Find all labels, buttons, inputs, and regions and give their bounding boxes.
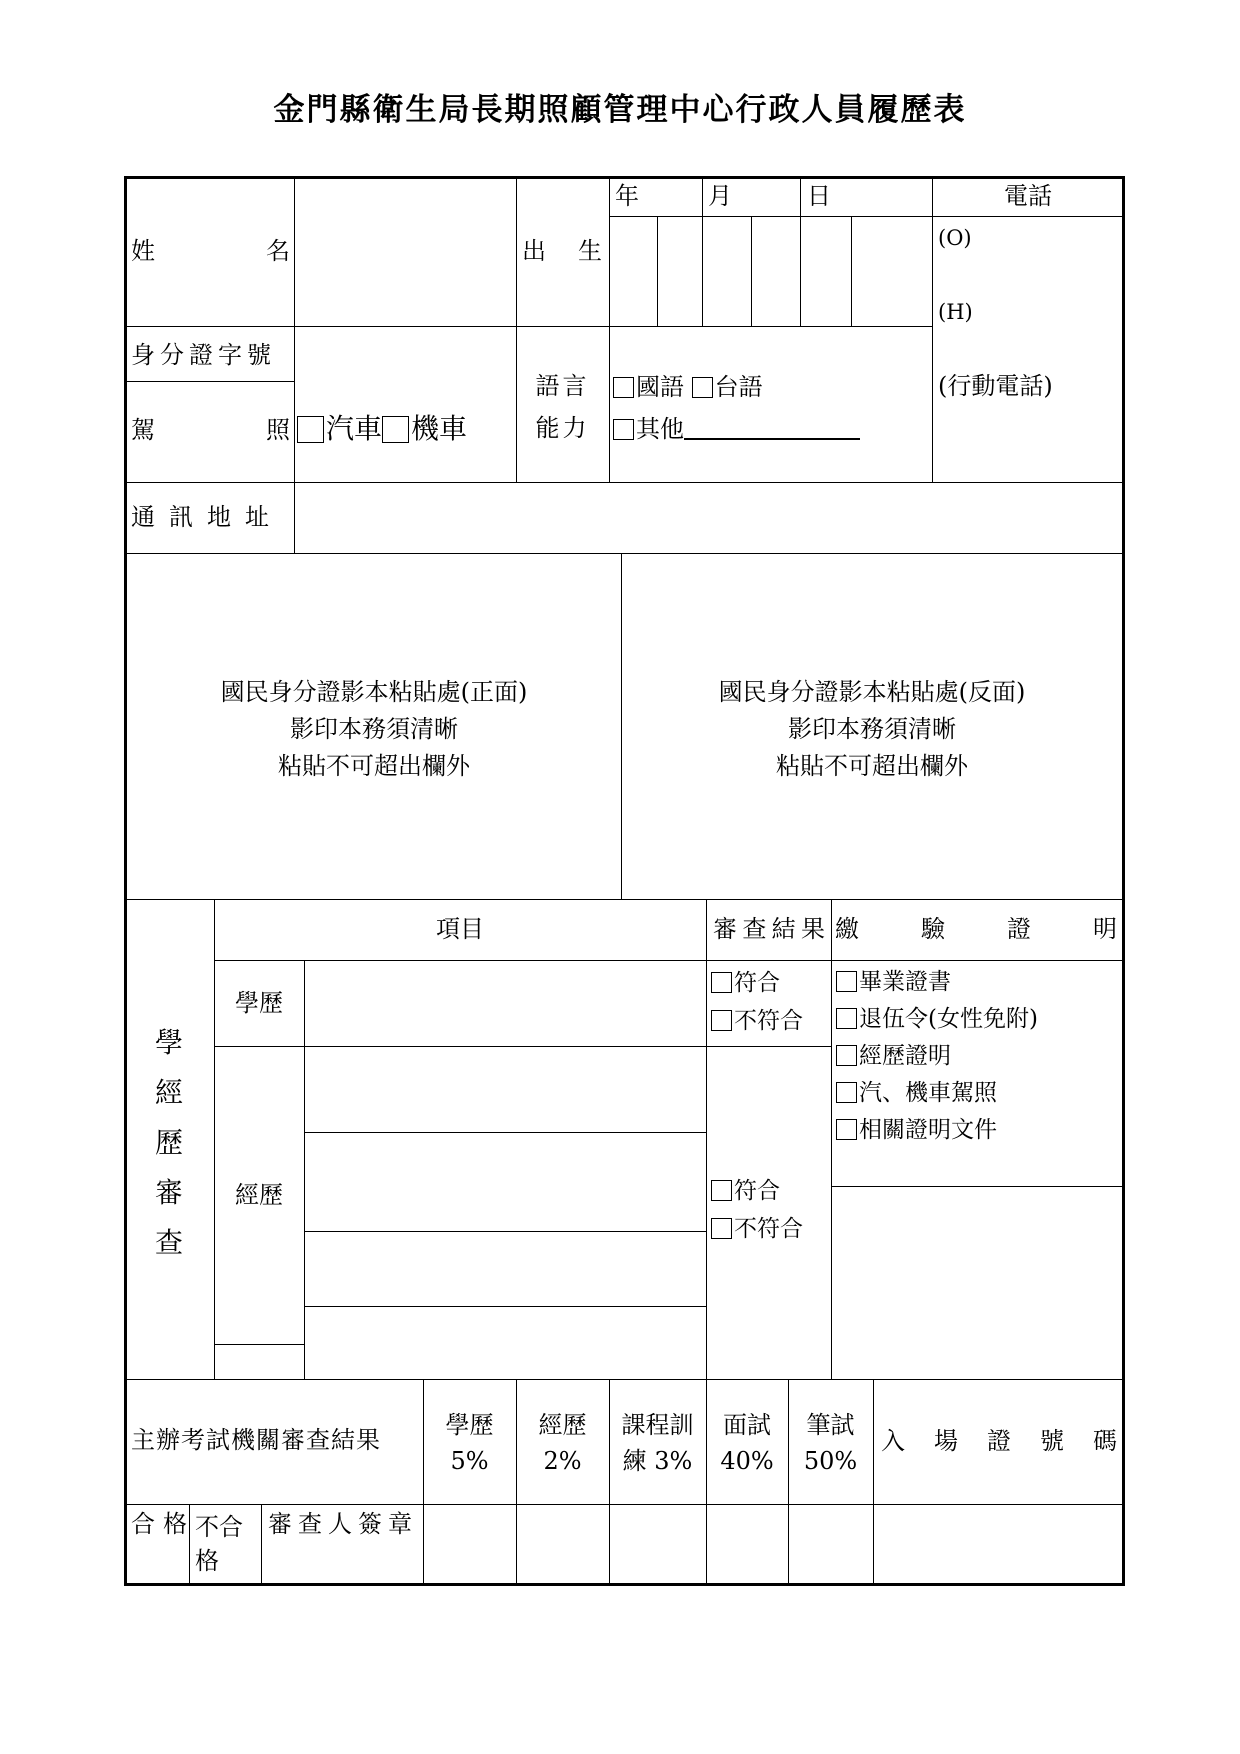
- review-item-header: 項目: [436, 915, 484, 943]
- exam-pass-label: 合格: [131, 1510, 195, 1538]
- license-moto-checkbox[interactable]: [382, 416, 409, 443]
- license-car-label: 汽車: [326, 412, 383, 445]
- doc-item: [836, 964, 1038, 1001]
- review-char: 審: [154, 1176, 183, 1209]
- divider: [124, 326, 932, 327]
- license-moto-label: 機車: [411, 412, 468, 445]
- exam-interview-pct: 40%: [720, 1447, 774, 1475]
- lang-other-blank[interactable]: [684, 416, 860, 440]
- phone-home-label: (H): [938, 300, 973, 324]
- doc-checkbox[interactable]: [836, 971, 857, 992]
- id-front-line3: 粘貼不可超出欄外: [278, 752, 470, 780]
- id-front-paste-area: [127, 674, 621, 785]
- divider: [831, 1186, 1124, 1187]
- review-section-label: [149, 1018, 189, 1268]
- exam-edu-pct: 5%: [450, 1447, 489, 1475]
- doc-item: [836, 1038, 1038, 1075]
- experience-label: 經歷: [235, 1181, 283, 1209]
- resume-form: [124, 176, 1125, 1586]
- divider: [304, 960, 305, 1379]
- lang-mandarin-label: 國語: [636, 373, 684, 401]
- exam-exp-col: [516, 1407, 609, 1479]
- frame-top: [124, 176, 1125, 179]
- exam-interview-label: 面試: [723, 1411, 771, 1439]
- divider: [214, 899, 215, 1379]
- doc-label: 相關證明文件: [859, 1117, 997, 1143]
- doc-checkbox[interactable]: [836, 1008, 857, 1029]
- divider: [304, 1306, 706, 1307]
- id-back-line1: 國民身分證影本粘貼處(反面): [718, 678, 1026, 706]
- divider: [932, 176, 933, 482]
- doc-checkbox[interactable]: [836, 1045, 857, 1066]
- doc-item: [836, 1112, 1038, 1149]
- id-front-line2: 影印本務須清晰: [290, 715, 458, 743]
- phone-label: 電話: [1004, 182, 1052, 210]
- exp-pass-label: 符合: [734, 1178, 780, 1204]
- exam-exp-pct: 2%: [543, 1447, 582, 1475]
- name-label: 姓 名: [131, 237, 290, 265]
- divider: [609, 176, 610, 482]
- divider: [124, 899, 1124, 900]
- divider: [261, 1504, 262, 1586]
- language-row-1: [613, 373, 763, 401]
- review-char: 查: [154, 1226, 183, 1259]
- language-label-line2: 能力: [535, 414, 590, 442]
- divider: [214, 1046, 831, 1047]
- exp-fail-label: 不符合: [734, 1216, 803, 1242]
- id-back-line2: 影印本務須清晰: [788, 715, 956, 743]
- exam-fail-line1: 不合: [195, 1513, 243, 1541]
- divider: [214, 1344, 304, 1345]
- review-char: 歷: [154, 1126, 183, 1159]
- birth-day-label: 日: [807, 182, 831, 210]
- exam-interview-col: [706, 1407, 788, 1479]
- divider: [609, 216, 1124, 217]
- edu-fail-label: 不符合: [734, 1008, 803, 1034]
- phone-office-label: (O): [938, 226, 972, 250]
- education-label: 學歷: [235, 989, 283, 1017]
- frame-bottom: [124, 1583, 1125, 1586]
- exp-fail-checkbox[interactable]: [711, 1218, 732, 1239]
- divider: [124, 1379, 1124, 1380]
- divider: [304, 1231, 706, 1232]
- review-docs-header: 繳 驗 證 明: [835, 915, 1117, 943]
- exam-written-col: [788, 1407, 873, 1479]
- frame-left: [124, 176, 127, 1586]
- divider: [751, 216, 752, 326]
- divider: [873, 1379, 874, 1586]
- language-label-line1: 語言: [535, 372, 590, 400]
- divider: [304, 1132, 706, 1133]
- id-back-line3: 粘貼不可超出欄外: [776, 752, 968, 780]
- doc-label: 經歷證明: [859, 1043, 951, 1069]
- doc-checkbox[interactable]: [836, 1082, 857, 1103]
- doc-checkbox[interactable]: [836, 1119, 857, 1140]
- birth-month-label: 月: [708, 182, 732, 210]
- edu-fail-checkbox[interactable]: [711, 1010, 732, 1031]
- exam-fail-label: [195, 1510, 243, 1578]
- exam-written-pct: 50%: [803, 1447, 858, 1475]
- divider: [124, 553, 1124, 554]
- exam-authority-label: 主辦考試機關審查結果: [131, 1426, 381, 1454]
- language-row-2: [613, 415, 860, 443]
- license-label: 駕 照: [131, 416, 290, 444]
- doc-item: [836, 1075, 1038, 1112]
- lang-taiwanese-label: 台語: [714, 373, 763, 401]
- docs-list: [836, 964, 1038, 1149]
- divider: [831, 899, 832, 1379]
- exam-edu-col: [423, 1407, 516, 1479]
- divider: [124, 1504, 1124, 1505]
- exam-exp-label: 經歷: [538, 1411, 587, 1439]
- exam-training-col: [609, 1407, 706, 1479]
- exp-pass-option: [711, 1177, 780, 1205]
- exam-training-label: 課程訓: [621, 1411, 694, 1439]
- exam-training-pct: 練 3%: [622, 1447, 693, 1475]
- exp-fail-option: [711, 1215, 803, 1243]
- lang-taiwanese-checkbox[interactable]: [692, 377, 713, 398]
- exp-pass-checkbox[interactable]: [711, 1180, 732, 1201]
- review-char: 學: [154, 1026, 183, 1059]
- id-back-paste-area: [622, 674, 1122, 785]
- lang-other-checkbox[interactable]: [613, 419, 634, 440]
- divider: [294, 176, 295, 553]
- exam-written-label: 筆試: [806, 1411, 855, 1439]
- divider: [706, 899, 707, 1379]
- divider: [657, 216, 658, 326]
- edu-pass-option: [711, 969, 780, 997]
- lang-mandarin-checkbox[interactable]: [613, 377, 634, 398]
- doc-label: 畢業證書: [859, 969, 951, 995]
- doc-label: 汽、機車駕照: [859, 1080, 997, 1106]
- divider: [851, 216, 852, 326]
- lang-other-label: 其他: [636, 415, 684, 443]
- address-label: 通訊地址: [131, 503, 283, 531]
- divider: [214, 960, 1124, 961]
- reviewer-sign-label: 審查人簽章: [268, 1510, 418, 1538]
- doc-label: 退伍令(女性免附): [859, 1006, 1038, 1032]
- divider: [800, 176, 801, 326]
- phone-mobile-label: (行動電話): [938, 372, 1053, 400]
- page-title: 金門縣衛生局長期照顧管理中心行政人員履歷表: [273, 92, 967, 128]
- divider: [124, 482, 1124, 483]
- doc-item: [836, 1001, 1038, 1038]
- edu-fail-option: [711, 1007, 803, 1035]
- license-options: [297, 412, 467, 446]
- birth-label: 出 生: [522, 237, 602, 265]
- edu-pass-checkbox[interactable]: [711, 972, 732, 993]
- divider: [702, 176, 703, 326]
- edu-pass-label: 符合: [734, 970, 780, 996]
- id-number-label: 身分證字號: [131, 341, 276, 369]
- divider: [124, 381, 294, 382]
- review-result-header: 審 查 結 果: [713, 915, 825, 943]
- license-car-checkbox[interactable]: [297, 416, 324, 443]
- exam-fail-line2: 格: [195, 1547, 219, 1575]
- exam-edu-label: 學歷: [445, 1411, 494, 1439]
- birth-year-label: 年: [615, 182, 639, 210]
- review-char: 經: [154, 1076, 183, 1109]
- frame-right: [1122, 176, 1125, 1586]
- admission-number-label: 入 場 證 號 碼: [881, 1427, 1117, 1455]
- id-front-line1: 國民身分證影本粘貼處(正面): [220, 678, 528, 706]
